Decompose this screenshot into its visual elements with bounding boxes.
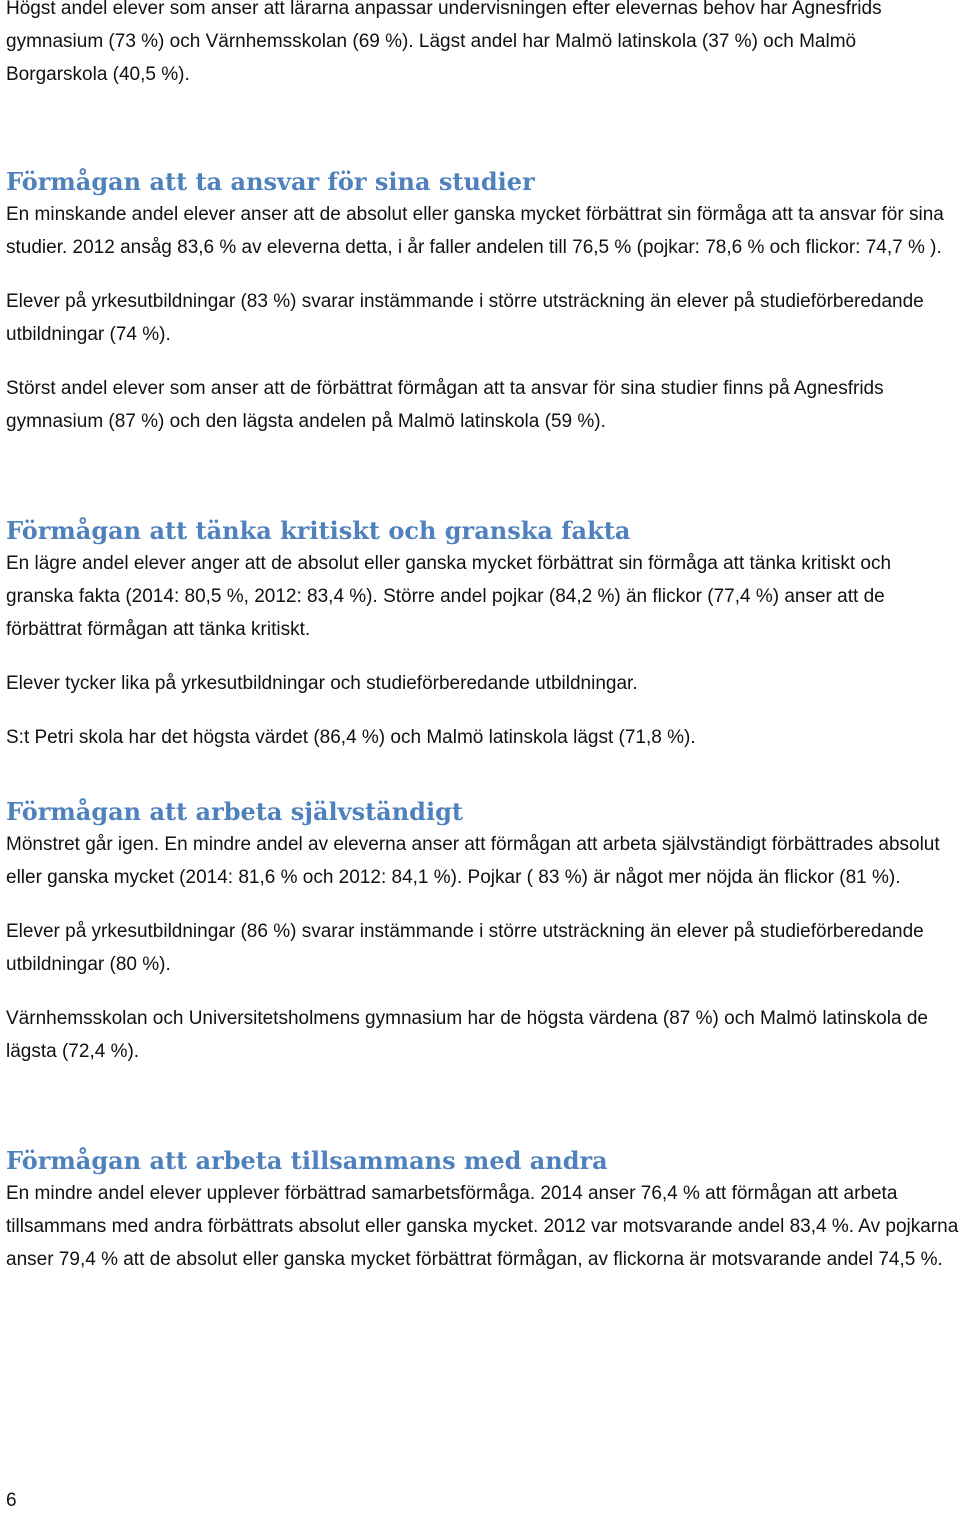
section-ansvar-paragraph-2: Elever på yrkesutbildningar (83 %) svarar instämmande i större utsträckning än elever på studieförberedande utbildningar (74 %). bbox=[6, 291, 924, 345]
page-number: 6 bbox=[6, 1490, 17, 1511]
section-heading-sjalvstandigt: Förmågan att arbeta självständigt bbox=[6, 797, 463, 826]
section-kritiskt-paragraph-2: Elever tycker lika på yrkesutbildningar och studieförberedande utbildningar. bbox=[6, 673, 638, 694]
section-ansvar-paragraph-1: En minskande andel elever anser att de absolut eller ganska mycket förbättrat sin förmåga att ta ansvar för sina studier. 2012 ansåg 83,6 % av eleverna detta, i år faller andelen till 76,5 % (pojkar: 78,6 % och flickor: 74,7 % ). bbox=[6, 204, 944, 258]
section-tillsammans-paragraph-1: En mindre andel elever upplever förbättrad samarbetsförmåga. 2014 anser 76,4 % att förmågan att arbeta tillsammans med andra förbättrats absolut eller ganska mycket. 2012 var motsvarande andel 83,4 %. Av pojkarna anser 79,4 % att de absolut eller ganska mycket förbättrat förmågan, av flickorna är motsvarande andel 74,5 %. bbox=[6, 1183, 959, 1270]
section-kritiskt-paragraph-1: En lägre andel elever anger att de absolut eller ganska mycket förbättrat sin förmåga att tänka kritiskt och granska fakta (2014: 80,5 %, 2012: 83,4 %). Större andel pojkar (84,2 %) än flickor (77,4 %) anser att de förbättrat förmågan att tänka kritiskt. bbox=[6, 553, 892, 640]
section-heading-tillsammans: Förmågan att arbeta tillsammans med andra bbox=[6, 1146, 608, 1175]
section-kritiskt-paragraph-3: S:t Petri skola har det högsta värdet (86,4 %) och Malmö latinskola lägst (71,8 %). bbox=[6, 727, 696, 748]
section-sjalvstandigt-paragraph-1: Mönstret går igen. En mindre andel av eleverna anser att förmågan att arbeta självständigt förbättrades absolut eller ganska mycket (2014: 81,6 % och 2012: 84,1 %). Pojkar ( 83 %) är något mer nöjda än flickor (81 %). bbox=[6, 834, 940, 888]
section-sjalvstandigt-paragraph-2: Elever på yrkesutbildningar (86 %) svarar instämmande i större utsträckning än elever på studieförberedande utbildningar (80 %). bbox=[6, 921, 924, 975]
section-heading-ansvar: Förmågan att ta ansvar för sina studier bbox=[6, 167, 535, 196]
intro-paragraph: Högst andel elever som anser att lärarna anpassar undervisningen efter elevernas behov har Agnesfrids gymnasium (73 %) och Värnhemsskolan (69 %). Lägst andel har Malmö latinskola (37 %) och Malmö Borgarskola (40,5 %). bbox=[6, 0, 882, 85]
section-heading-kritiskt: Förmågan att tänka kritiskt och granska fakta bbox=[6, 516, 631, 545]
section-sjalvstandigt-paragraph-3: Värnhemsskolan och Universitetsholmens gymnasium har de högsta värdena (87 %) och Malmö latinskola de lägsta (72,4 %). bbox=[6, 1008, 928, 1062]
section-ansvar-paragraph-3: Störst andel elever som anser att de förbättrat förmågan att ta ansvar för sina studier finns på Agnesfrids gymnasium (87 %) och den lägsta andelen på Malmö latinskola (59 %). bbox=[6, 378, 884, 432]
